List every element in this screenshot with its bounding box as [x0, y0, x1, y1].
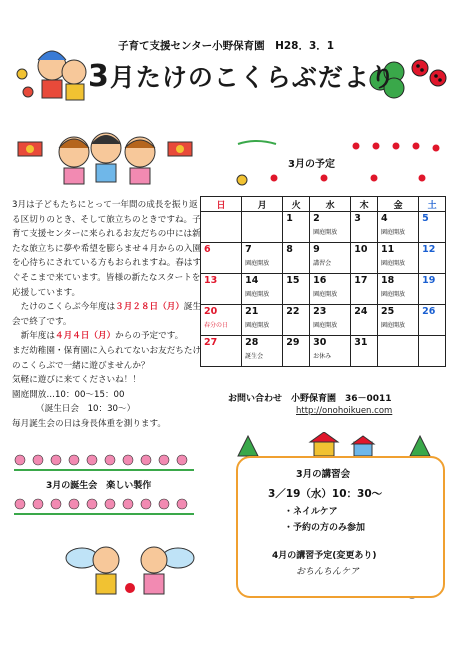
calendar-day-cell: [378, 274, 419, 305]
day-number: 8: [286, 244, 293, 255]
day-event: 園庭開放: [381, 229, 406, 236]
intro-text: [12, 198, 204, 432]
day-number: 27: [204, 337, 218, 348]
weekday-header: 水: [310, 197, 351, 212]
ladybug-row-icon: [236, 138, 450, 188]
calendar-day-cell: [201, 305, 242, 336]
lecture-title: 3月の講習会: [296, 469, 351, 480]
day-event: 園庭開放: [245, 291, 270, 298]
intro-paragraph: 園庭開放…10：00～15：00: [12, 389, 125, 400]
next-lecture-label: 4月の講習予定(変更あり): [272, 551, 377, 561]
intro-paragraph: （誕生日会 10：30～）: [36, 404, 136, 415]
lecture-item: ・ネイルケア: [284, 507, 338, 517]
day-number: 10: [354, 244, 368, 255]
day-number: 29: [286, 337, 300, 348]
calendar-day-cell: [201, 243, 242, 274]
calendar-header-row: [201, 197, 446, 212]
calendar-day-cell: [201, 336, 242, 367]
day-number: 12: [422, 244, 436, 255]
fairies-illustration: [60, 530, 200, 600]
calendar-day-cell: [242, 274, 283, 305]
calendar-day-cell: [242, 243, 283, 274]
calendar-day-cell: [419, 243, 446, 274]
calendar-day-cell: [310, 274, 351, 305]
weekday-header: 木: [351, 197, 378, 212]
day-number: 17: [354, 275, 368, 286]
weekday-header: 月: [242, 197, 283, 212]
weekday-header: 日: [201, 197, 242, 212]
contact-info: お問い合わせ 小野保育園 36－0011: [228, 394, 392, 404]
day-number: 5: [422, 213, 429, 224]
day-number: 4: [381, 213, 388, 224]
calendar-day-cell: [283, 305, 310, 336]
calendar-day-cell: [242, 336, 283, 367]
intro-paragraph: 毎月誕生会の日は身長体重を測ります。: [12, 418, 167, 429]
calendar-day-cell: [378, 336, 419, 367]
day-number: 6: [204, 244, 211, 255]
calendar-day-cell: [283, 336, 310, 367]
weekday-header: 金: [378, 197, 419, 212]
day-event: 園庭開放: [245, 322, 270, 329]
day-event: 園庭開放: [381, 322, 406, 329]
day-number: 13: [204, 275, 218, 286]
end-date: ３月２８日（月）: [115, 302, 184, 313]
day-event: 園庭開放: [381, 260, 406, 267]
intro-paragraph: 気軽に遊びに来てくださいね！！: [12, 375, 141, 386]
intro-paragraph: たけのこくらぶ今年度は３月２８日（月）誕生会で終了です。: [12, 302, 202, 327]
day-event: お休み: [313, 353, 332, 360]
calendar-day-cell: [351, 274, 378, 305]
calendar-day-cell: [310, 305, 351, 336]
day-number: 19: [422, 275, 436, 286]
calendar-title: 3月の予定: [288, 159, 335, 170]
day-number: 1: [286, 213, 293, 224]
day-event: 園庭開放: [313, 291, 338, 298]
day-number: 25: [381, 306, 395, 317]
calendar-day-cell: [242, 212, 283, 243]
birthday-caption: 3月の誕生会 楽しい製作: [46, 481, 152, 491]
day-number: 22: [286, 306, 300, 317]
day-number: 21: [245, 306, 259, 317]
calendar-day-cell: [351, 243, 378, 274]
day-event: 園庭開放: [245, 260, 270, 267]
calendar-day-cell: [310, 336, 351, 367]
calendar-day-cell: [310, 212, 351, 243]
website-link[interactable]: http://onohoikuen.com: [296, 406, 393, 416]
intro-paragraph: 新年度は４月４日（月）からの予定です。: [20, 331, 184, 342]
day-number: 26: [422, 306, 436, 317]
weekday-header: 土: [419, 197, 446, 212]
calendar-day-cell: [378, 212, 419, 243]
calendar-day-cell: [283, 243, 310, 274]
day-number: 3: [354, 213, 361, 224]
title-text: 月たけのこくらぶだより: [109, 63, 396, 92]
calendar-day-cell: [201, 212, 242, 243]
calendar-week-row: [201, 212, 446, 243]
day-event: 講習会: [313, 260, 332, 267]
org-and-date: 子育て支援センター小野保育園 H28．3．1: [118, 40, 335, 52]
calendar-day-cell: [419, 305, 446, 336]
title-month: 3: [88, 59, 110, 94]
flower-border-icon: [14, 494, 194, 516]
day-event: 園庭開放: [313, 322, 338, 329]
calendar-day-cell: [351, 336, 378, 367]
lecture-date: 3／19（水）10：30～: [268, 488, 383, 500]
day-number: 18: [381, 275, 395, 286]
day-number: 23: [313, 306, 327, 317]
calendar-day-cell: [242, 305, 283, 336]
calendar-day-cell: [378, 305, 419, 336]
day-number: 31: [354, 337, 368, 348]
day-event: 園庭開放: [313, 229, 338, 236]
calendar-day-cell: [351, 212, 378, 243]
start-date: ４月４日（月）: [55, 331, 116, 342]
intro-paragraph: 3月は子どもたちにとって一年間の成長を振り返る区切りのとき、そして旅立ちのときですね。子育て支援センターに来られるお友だちの中には新たな旅立ちに夢や希望を膨らませ４月からの入園を心待ちにされている方もおられますね。春はすぐそこまで来ています。皆様の新たなスタートを応援しています。: [12, 200, 202, 298]
day-number: 15: [286, 275, 300, 286]
day-number: 2: [313, 213, 320, 224]
calendar-day-cell: [283, 274, 310, 305]
day-event: 誕生会: [245, 353, 264, 360]
calendar-week-row: [201, 305, 446, 336]
day-number: 20: [204, 306, 218, 317]
calendar-day-cell: [283, 212, 310, 243]
calendar-table: [200, 196, 446, 367]
day-number: 24: [354, 306, 368, 317]
calendar-week-row: [201, 243, 446, 274]
day-event: 園庭開放: [381, 291, 406, 298]
calendar-day-cell: [378, 243, 419, 274]
calendar-day-cell: [419, 274, 446, 305]
day-event: 春分の日: [204, 322, 229, 329]
calendar-day-cell: [310, 243, 351, 274]
calendar-day-cell: [419, 212, 446, 243]
intro-paragraph: まだ幼稚園・保育園に入られてないお友だちたけのこくらぶで一緒に遊びませんか？: [12, 345, 202, 371]
calendar-day-cell: [351, 305, 378, 336]
day-number: 14: [245, 275, 259, 286]
day-number: 11: [381, 244, 395, 255]
calendar-day-cell: [419, 336, 446, 367]
children-illustration: [14, 128, 196, 190]
day-number: 7: [245, 244, 252, 255]
day-number: 16: [313, 275, 327, 286]
next-lecture-topic: おちんちんケア: [296, 567, 360, 577]
day-number: 30: [313, 337, 327, 348]
lecture-item: ・予約の方のみ参加: [284, 523, 366, 533]
calendar-week-row: [201, 336, 446, 367]
kids-flowers-illustration: [12, 34, 94, 104]
calendar-week-row: [201, 274, 446, 305]
page-title: [88, 58, 396, 94]
flower-border-icon: [14, 450, 194, 472]
day-number: 28: [245, 337, 259, 348]
weekday-header: 火: [283, 197, 310, 212]
calendar-day-cell: [201, 274, 242, 305]
day-number: 9: [313, 244, 320, 255]
